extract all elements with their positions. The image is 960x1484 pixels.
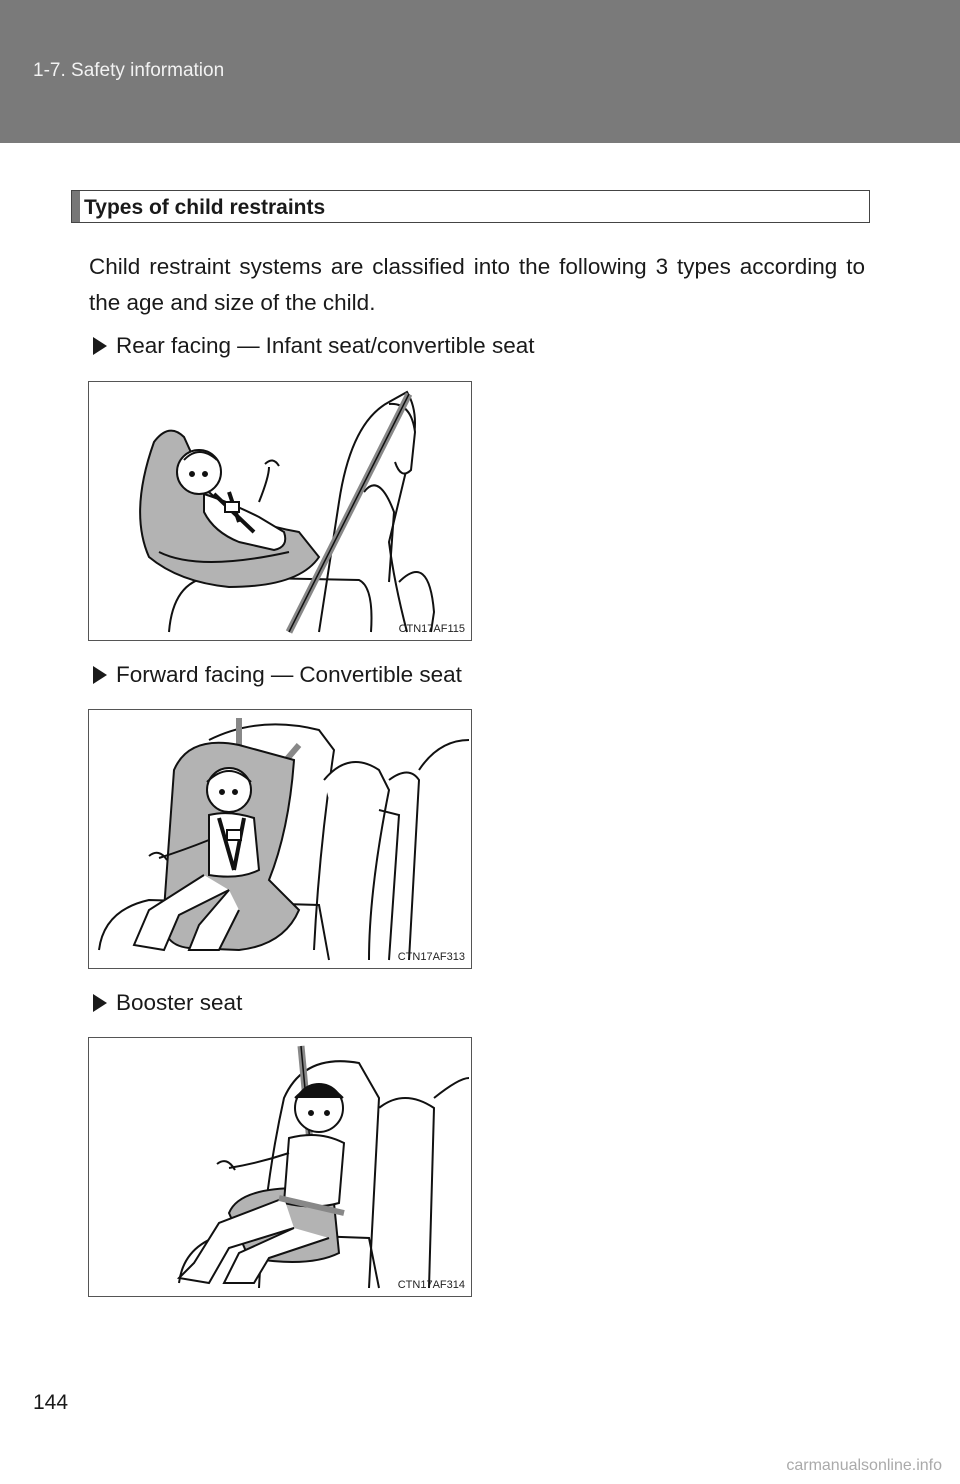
page-number: 144 <box>33 1391 69 1414</box>
bullet-triangle-icon <box>93 994 107 1012</box>
section-heading-box <box>71 190 870 223</box>
item-dash: — <box>237 333 260 358</box>
watermark: carmanualsonline.info <box>786 1457 942 1474</box>
infant-seat-illustration-icon <box>89 382 472 641</box>
section-label: 1-7. Safety information <box>33 60 225 81</box>
section-heading: Types of child restraints <box>84 196 326 219</box>
list-item-booster-seat <box>93 990 242 1016</box>
infant-seat-figure <box>88 381 472 641</box>
bullet-triangle-icon <box>93 666 107 684</box>
figure-code: CTN17AF313 <box>397 951 465 963</box>
bullet-triangle-icon <box>93 337 107 355</box>
item-label: Booster seat <box>116 990 243 1015</box>
intro-paragraph: Child restraint systems are classified into the following 3 types according to the age and size of the child. <box>89 254 865 315</box>
figure-code: CTN17AF314 <box>397 1279 465 1291</box>
list-item-forward-facing <box>93 662 462 688</box>
convertible-seat-figure <box>88 709 472 969</box>
item-detail: Infant seat/convertible seat <box>265 333 535 358</box>
heading-accent-bar <box>72 191 80 222</box>
convertible-seat-illustration-icon <box>89 710 472 969</box>
booster-seat-illustration-icon <box>89 1038 472 1297</box>
header-band <box>0 0 960 143</box>
item-label: Forward facing <box>116 662 265 687</box>
item-label: Rear facing <box>116 333 232 358</box>
item-detail: Convertible seat <box>299 662 462 687</box>
item-dash: — <box>270 662 294 687</box>
booster-seat-figure <box>88 1037 472 1297</box>
list-item-rear-facing <box>93 333 534 359</box>
figure-code: CTN17AF115 <box>398 623 465 635</box>
